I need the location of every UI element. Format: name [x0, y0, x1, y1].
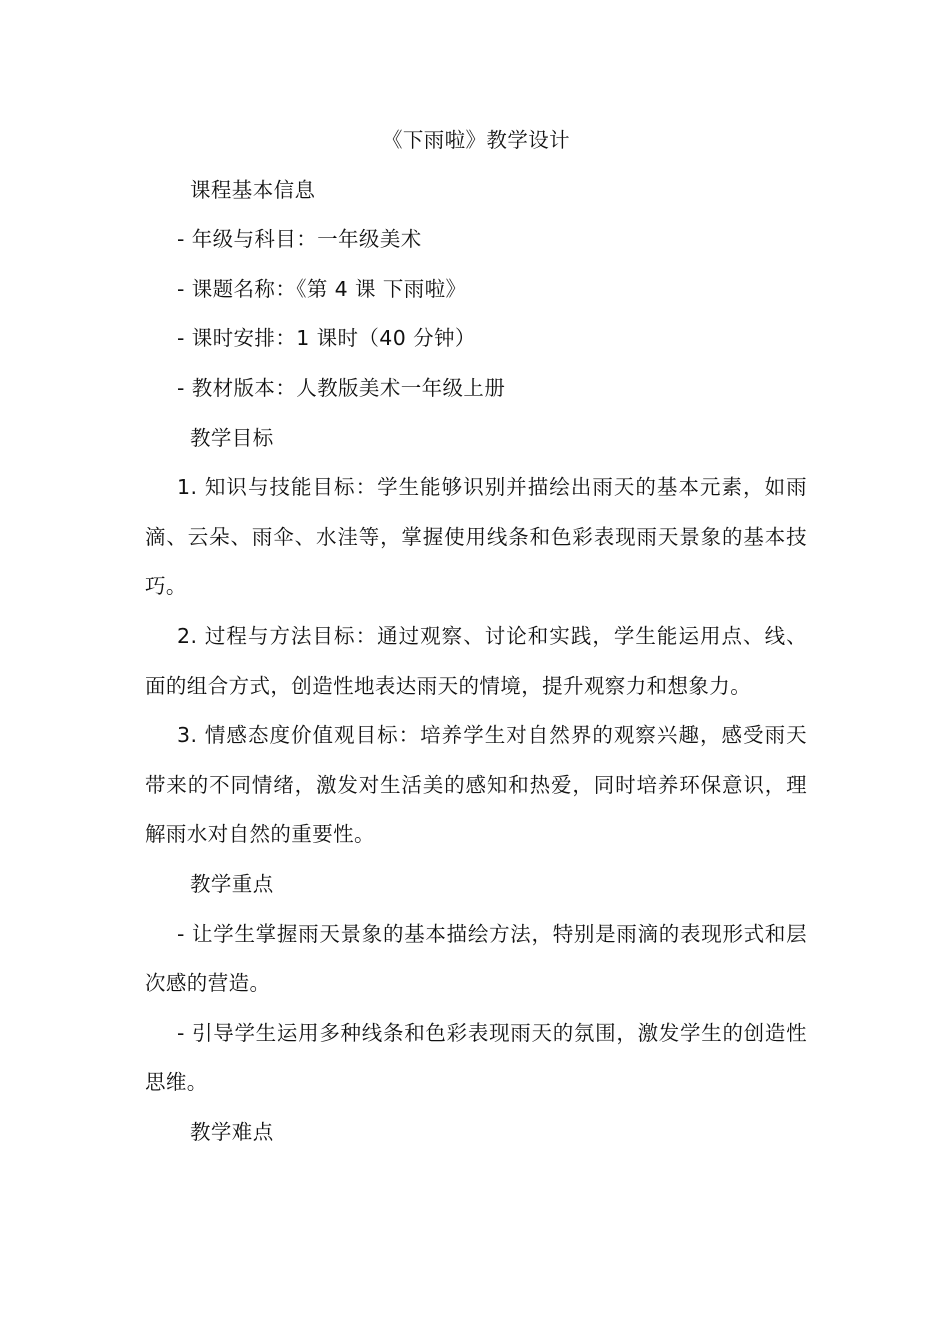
- basic-info-grade-subject: - 年级与科目：一年级美术: [177, 227, 422, 252]
- objective-emotion-values: 3. 情感态度价值观目标：培养学生对自然界的观察兴趣，感受雨天带来的不同情绪，激发对生活美的感知和热爱，同时培养环保意识，理解雨水对自然的重要性。: [145, 723, 807, 847]
- section-heading-basic-info: 课程基本信息: [190, 177, 316, 202]
- objective-knowledge-skills: 1. 知识与技能目标：学生能够识别并描绘出雨天的基本元素，如雨滴、云朵、雨伞、水洼等，掌握使用线条和色彩表现雨天景象的基本技巧。: [145, 475, 807, 599]
- basic-info-schedule: - 课时安排：1 课时（40 分钟）: [177, 326, 476, 351]
- section-heading-objectives: 教学目标: [190, 425, 274, 450]
- key-point-drawing-methods: - 让学生掌握雨天景象的基本描绘方法，特别是雨滴的表现形式和层次感的营造。: [145, 921, 807, 996]
- basic-info-textbook: - 教材版本：人教版美术一年级上册: [177, 375, 506, 400]
- key-point-lines-colors: - 引导学生运用多种线条和色彩表现雨天的氛围，激发学生的创造性思维。: [145, 1020, 807, 1095]
- section-heading-key-points: 教学重点: [190, 871, 274, 896]
- objective-process-methods: 2. 过程与方法目标：通过观察、讨论和实践，学生能运用点、线、面的组合方式，创造性地表达雨天的情境，提升观察力和想象力。: [145, 623, 807, 698]
- document-title: 《下雨啦》教学设计: [381, 128, 571, 152]
- section-heading-difficulties: 教学难点: [190, 1119, 274, 1144]
- basic-info-lesson-title: - 课题名称：《第 4 课 下雨啦》: [177, 276, 467, 301]
- document-body: [145, 116, 807, 1157]
